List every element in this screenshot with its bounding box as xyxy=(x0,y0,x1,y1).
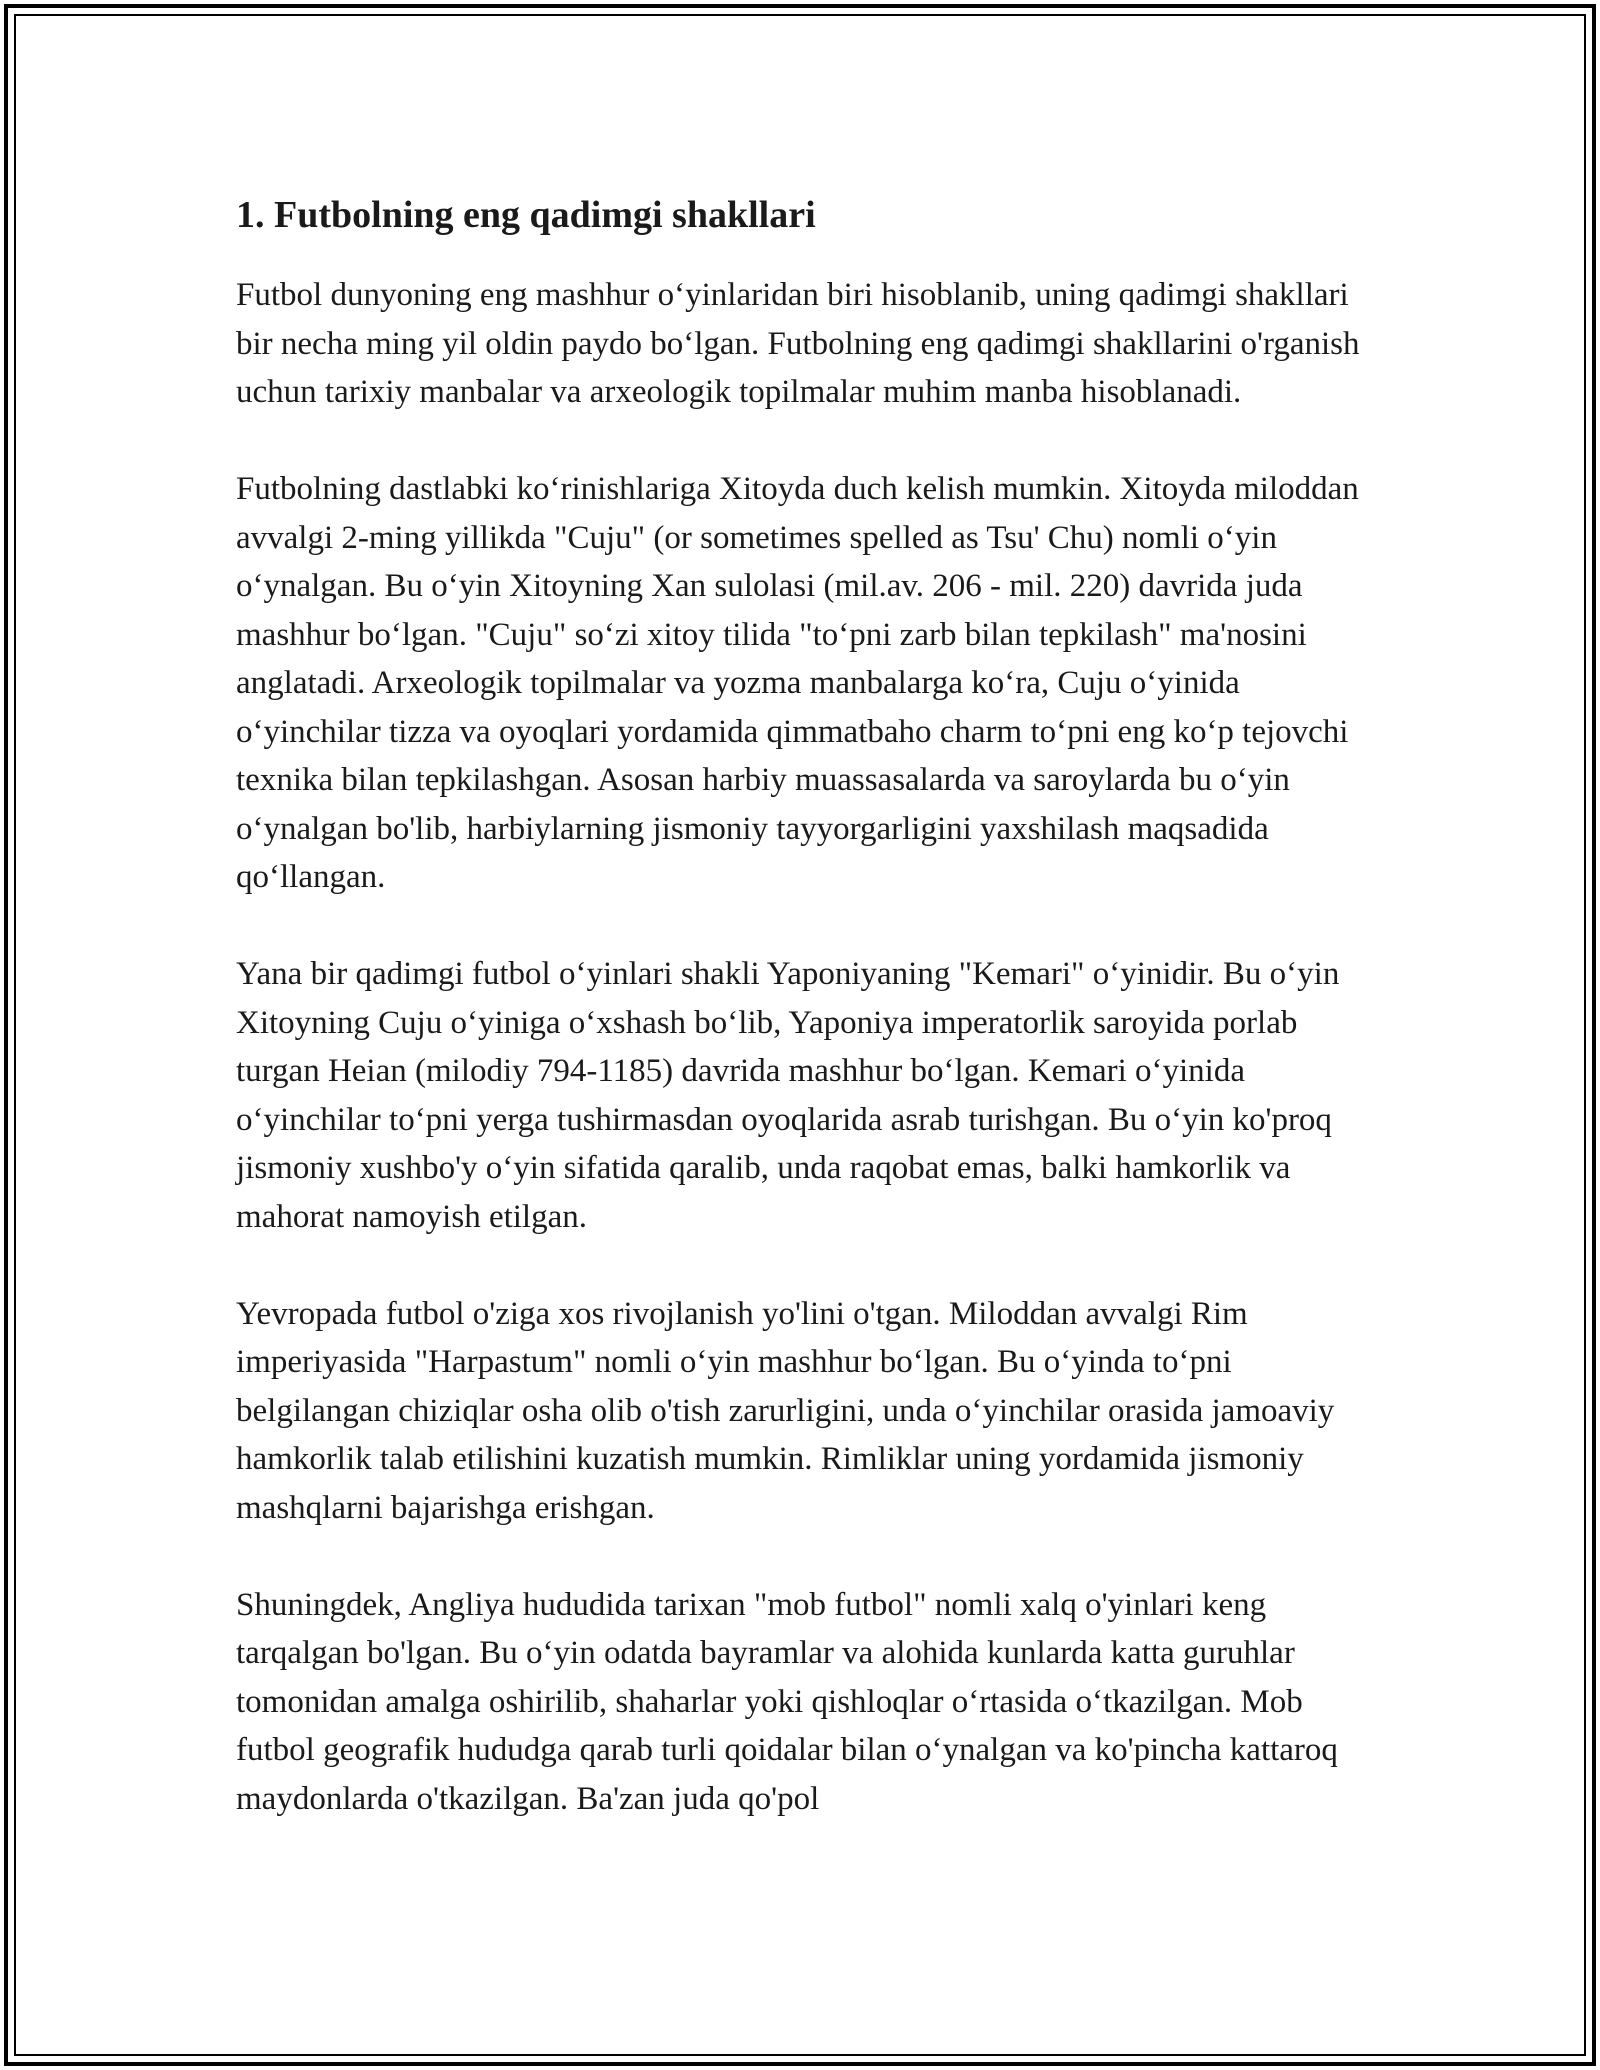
paragraph-kemari: Yana bir qadimgi futbol oʻyinlari shakli Yaponiyaning "Kemari" oʻyinidir. Bu oʻyin Xitoyning Cuju oʻyiniga oʻxshash boʻlib, Yaponiya imperatorlik saroyida porlab turgan Heian (milodiy 794-1185) davrida mashhur boʻlgan. Kemari oʻyinida oʻyinchilar toʻpni yerga tushirmasdan oyoqlarida asrab turishgan. Bu oʻyin ko'proq jismoniy xushbo'y oʻyin sifatida qaralib, unda raqobat emas, balki hamkorlik va mahorat namoyish etilgan. xyxy=(236,956,1340,1235)
paragraph-harpastum: Yevropada futbol o'ziga xos rivojlanish yo'lini o'tgan. Miloddan avvalgi Rim imperiyasida "Harpastum" nomli oʻyin mashhur boʻlgan. Bu oʻyinda toʻpni belgilangan chiziqlar osha olib o'tish zarurligini, unda oʻyinchilar orasida jamoaviy hamkorlik talab etilishini kuzatish mumkin. Rimliklar uning yordamida jismoniy mashqlarni bajarishga erishgan. xyxy=(236,1295,1335,1526)
paragraph-mob-football: Shuningdek, Angliya hududida tarixan "mob futbol" nomli xalq o'yinlari keng tarqalgan bo'lgan. Bu oʻyin odatda bayramlar va alohida kunlarda katta guruhlar tomonidan amalga oshirilib, shaharlar yoki qishloqlar oʻrtasida oʻtkazilgan. Mob futbol geografik hududga qarab turli qoidalar bilan oʻynalgan va ko'pincha kattaroq maydonlarda o'tkazilgan. Ba'zan juda qo'pol xyxy=(236,1586,1338,1817)
section-heading: 1. Futbolning eng qadimgi shakllari xyxy=(236,194,816,236)
paragraph-intro: Futbol dunyoning eng mashhur oʻyinlaridan biri hisoblanib, uning qadimgi shakllari bir necha ming yil oldin paydo boʻlgan. Futbolning eng qadimgi shakllarini o'rganish uchun tarixiy manbalar va arxeologik topilmalar muhim manba hisoblanadi. xyxy=(236,277,1360,410)
paragraph-cuju: Futbolning dastlabki koʻrinishlariga Xitoyda duch kelish mumkin. Xitoyda miloddan avvalgi 2-ming yillikda "Cuju" (or sometimes spelled as Tsu' Chu) nomli oʻyin oʻynalgan. Bu oʻyin Xitoyning Xan sulolasi (mil.av. 206 - mil. 220) davrida juda mashhur boʻlgan. "Cuju" soʻzi xitoy tilida "toʻpni zarb bilan tepkilash" ma'nosini anglatadi. Arxeologik topilmalar va yozma manbalarga koʻra, Cuju oʻyinida oʻyinchilar tizza va oyoqlari yordamida qimmatbaho charm toʻpni eng koʻp tejovchi texnika bilan tepkilashgan. Asosan harbiy muassasalarda va saroylarda bu oʻyin oʻynalgan bo'lib, harbiylarning jismoniy tayyorgarligini yaxshilash maqsadida qoʻllangan. xyxy=(236,471,1359,895)
document-body xyxy=(236,185,1386,1823)
